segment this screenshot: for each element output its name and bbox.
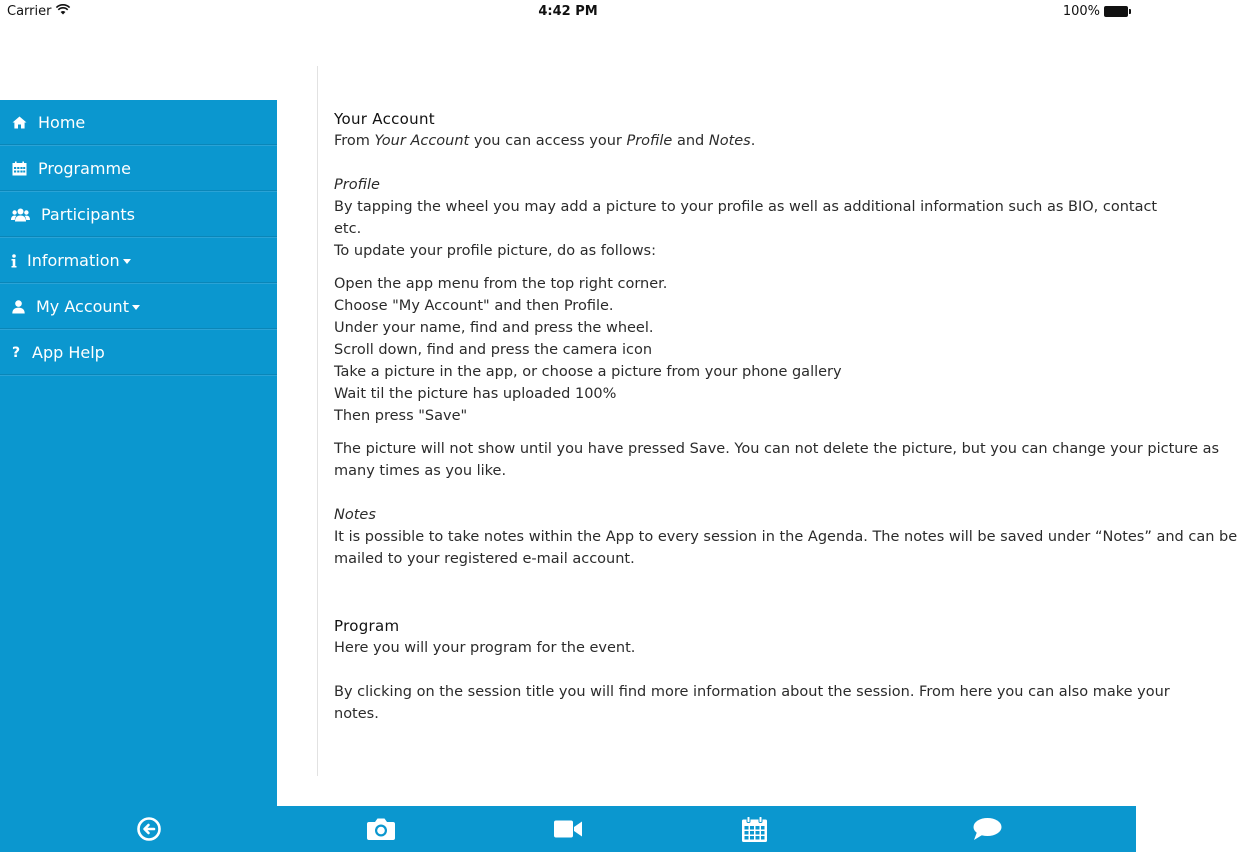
sidebar-item-app-help[interactable]: [0, 330, 277, 376]
subheading-profile: Profile: [334, 177, 380, 193]
question-icon: ?: [11, 344, 21, 361]
sidebar-menu: [0, 100, 277, 806]
section-heading-program: Program: [334, 617, 400, 635]
battery-label: 100%: [1062, 4, 1100, 19]
section-heading-your-account: Your Account: [334, 110, 435, 128]
subheading-notes: Notes: [334, 507, 376, 523]
content-divider: [317, 66, 318, 776]
chevron-down-icon: [132, 305, 140, 310]
step-item: Wait til the picture has uploaded 100%: [334, 386, 617, 402]
sidebar-item-label: Participants: [41, 205, 135, 224]
carrier-label: Carrier: [7, 4, 52, 19]
battery-icon: [1104, 6, 1128, 17]
chat-icon[interactable]: [972, 816, 1002, 842]
sidebar-item-label: Information: [27, 251, 120, 270]
clock: 4:42 PM: [538, 4, 598, 19]
program-text: notes.: [334, 706, 379, 722]
user-icon: [11, 299, 25, 315]
sidebar-item-information[interactable]: [0, 238, 277, 284]
sidebar-item-my-account[interactable]: [0, 284, 277, 330]
calendar-icon[interactable]: [740, 816, 768, 842]
sidebar-item-label: My Account: [36, 297, 129, 316]
help-content: [334, 108, 1237, 798]
picture-note: The picture will not show until you have pressed Save. You can not delete the picture, but you can change your picture as: [334, 441, 1220, 457]
sidebar-item-label: Programme: [38, 159, 131, 178]
account-intro: From Your Account you can access your Profile and Notes.: [334, 133, 756, 149]
notes-text: mailed to your registered e-mail account.: [334, 551, 635, 567]
video-icon[interactable]: [553, 816, 583, 842]
notes-text: It is possible to take notes within the App to every session in the Agenda. The notes will be saved under “Notes” and can be: [334, 529, 1237, 545]
step-item: Under your name, find and press the wheel.: [334, 320, 654, 336]
profile-text: By tapping the wheel you may add a picture to your profile as well as additional information such as BIO, contact: [334, 199, 1158, 215]
profile-text: etc.: [334, 221, 362, 237]
status-bar: [0, 0, 1136, 24]
sidebar-item-label: Home: [38, 113, 86, 132]
battery-indicator: [1063, 4, 1128, 19]
camera-icon[interactable]: [367, 816, 395, 842]
program-text: Here you will your program for the event.: [334, 640, 636, 656]
users-icon: [11, 207, 30, 223]
sidebar-item-programme[interactable]: [0, 146, 277, 192]
step-item: Take a picture in the app, or choose a picture from your phone gallery: [334, 364, 842, 380]
sidebar-item-home[interactable]: [0, 100, 277, 146]
step-item: Choose "My Account" and then Profile.: [334, 298, 614, 314]
home-icon: [11, 115, 27, 131]
sidebar-item-label: App Help: [32, 343, 105, 362]
step-item: Then press "Save": [334, 408, 468, 424]
chevron-down-icon: [123, 259, 131, 264]
sidebar-item-participants[interactable]: [0, 192, 277, 238]
program-text: By clicking on the session title you will find more information about the session. From here you can also make your: [334, 684, 1170, 700]
calendar-icon: [11, 161, 27, 177]
step-item: Scroll down, find and press the camera icon: [334, 342, 653, 358]
picture-note: many times as you like.: [334, 463, 507, 479]
step-item: Open the app menu from the top right corner.: [334, 276, 668, 292]
info-icon: [11, 253, 17, 269]
bottom-toolbar: [0, 806, 1136, 852]
back-circle-icon[interactable]: [135, 816, 163, 842]
profile-text: To update your profile picture, do as follows:: [334, 243, 656, 259]
